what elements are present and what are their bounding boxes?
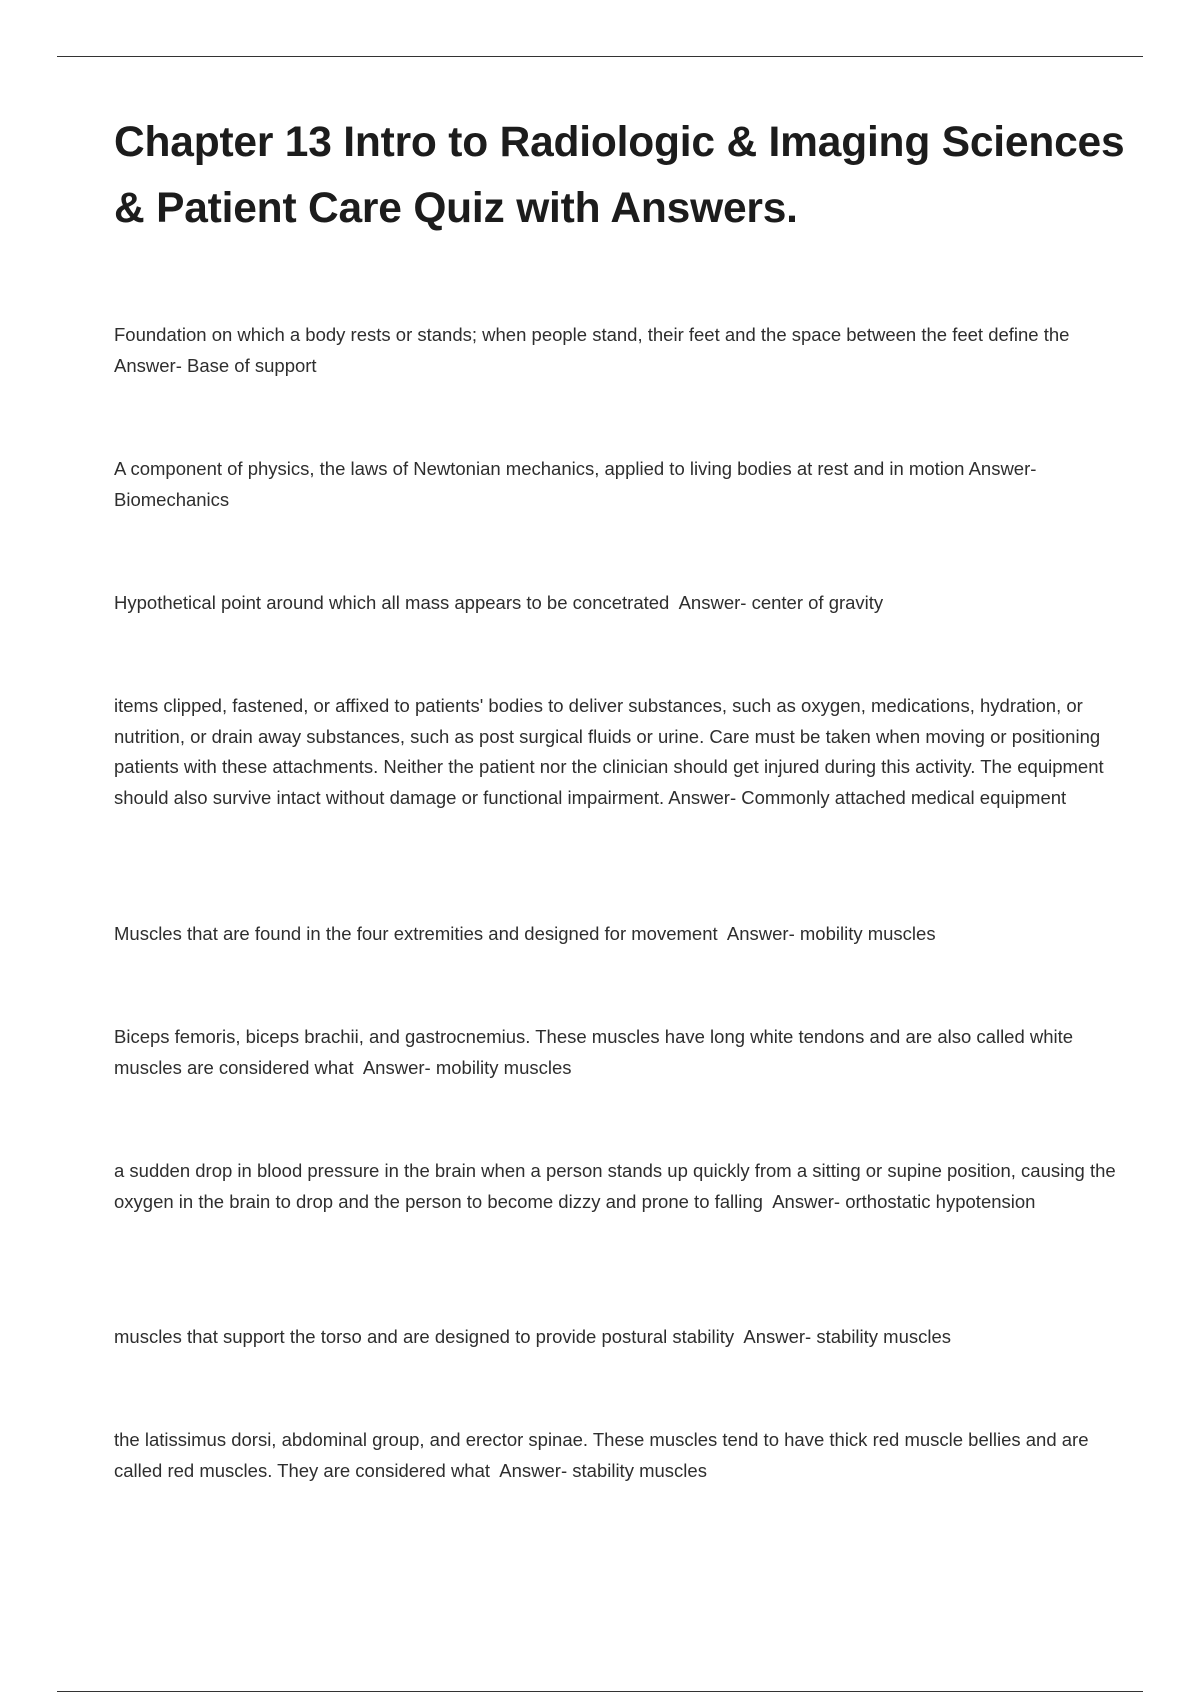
- qa-item: Hypothetical point around which all mass appears to be concetrated Answer- center of gravity: [114, 592, 884, 613]
- qa-item: the latissimus dorsi, abdominal group, and erector spinae. These muscles tend to have thick red muscle bellies and are called red muscles. They are considered what Answer- stability muscles: [114, 1429, 1094, 1481]
- bottom-divider: [57, 1691, 1143, 1692]
- qa-item: A component of physics, the laws of Newtonian mechanics, applied to living bodies at rest and in motion Answer- Biomechanics: [114, 458, 1042, 510]
- qa-item: Muscles that are found in the four extremities and designed for movement Answer- mobility muscles: [114, 923, 936, 944]
- qa-item: Foundation on which a body rests or stands; when people stand, their feet and the space between the feet define the Answer- Base of support: [114, 324, 1079, 376]
- qa-item: items clipped, fastened, or affixed to patients' bodies to deliver substances, such as oxygen, medications, hydration, or nutrition, or drain away substances, such as post surgical fluids or urine. Care must be taken when moving or positioning patients with these attachments. Neither the patient nor the clinician should get injured during this activity. The equipment should also survive intact without damage or functional impairment. Answer- Commonly attached medical equipment: [114, 695, 1109, 808]
- qa-item: Biceps femoris, biceps brachii, and gastrocnemius. These muscles have long white tendons and are also called white muscles are considered what Answer- mobility muscles: [114, 1026, 1079, 1078]
- qa-item: a sudden drop in blood pressure in the brain when a person stands up quickly from a sitting or supine position, causing the oxygen in the brain to drop and the person to become dizzy and prone to falling Answer- orthostatic hypotension: [114, 1160, 1121, 1212]
- page-title: Chapter 13 Intro to Radiologic & Imaging Sciences & Patient Care Quiz with Answers.: [114, 119, 1125, 232]
- qa-item: muscles that support the torso and are designed to provide postural stability Answer- stability muscles: [114, 1326, 952, 1347]
- top-divider: [57, 56, 1143, 57]
